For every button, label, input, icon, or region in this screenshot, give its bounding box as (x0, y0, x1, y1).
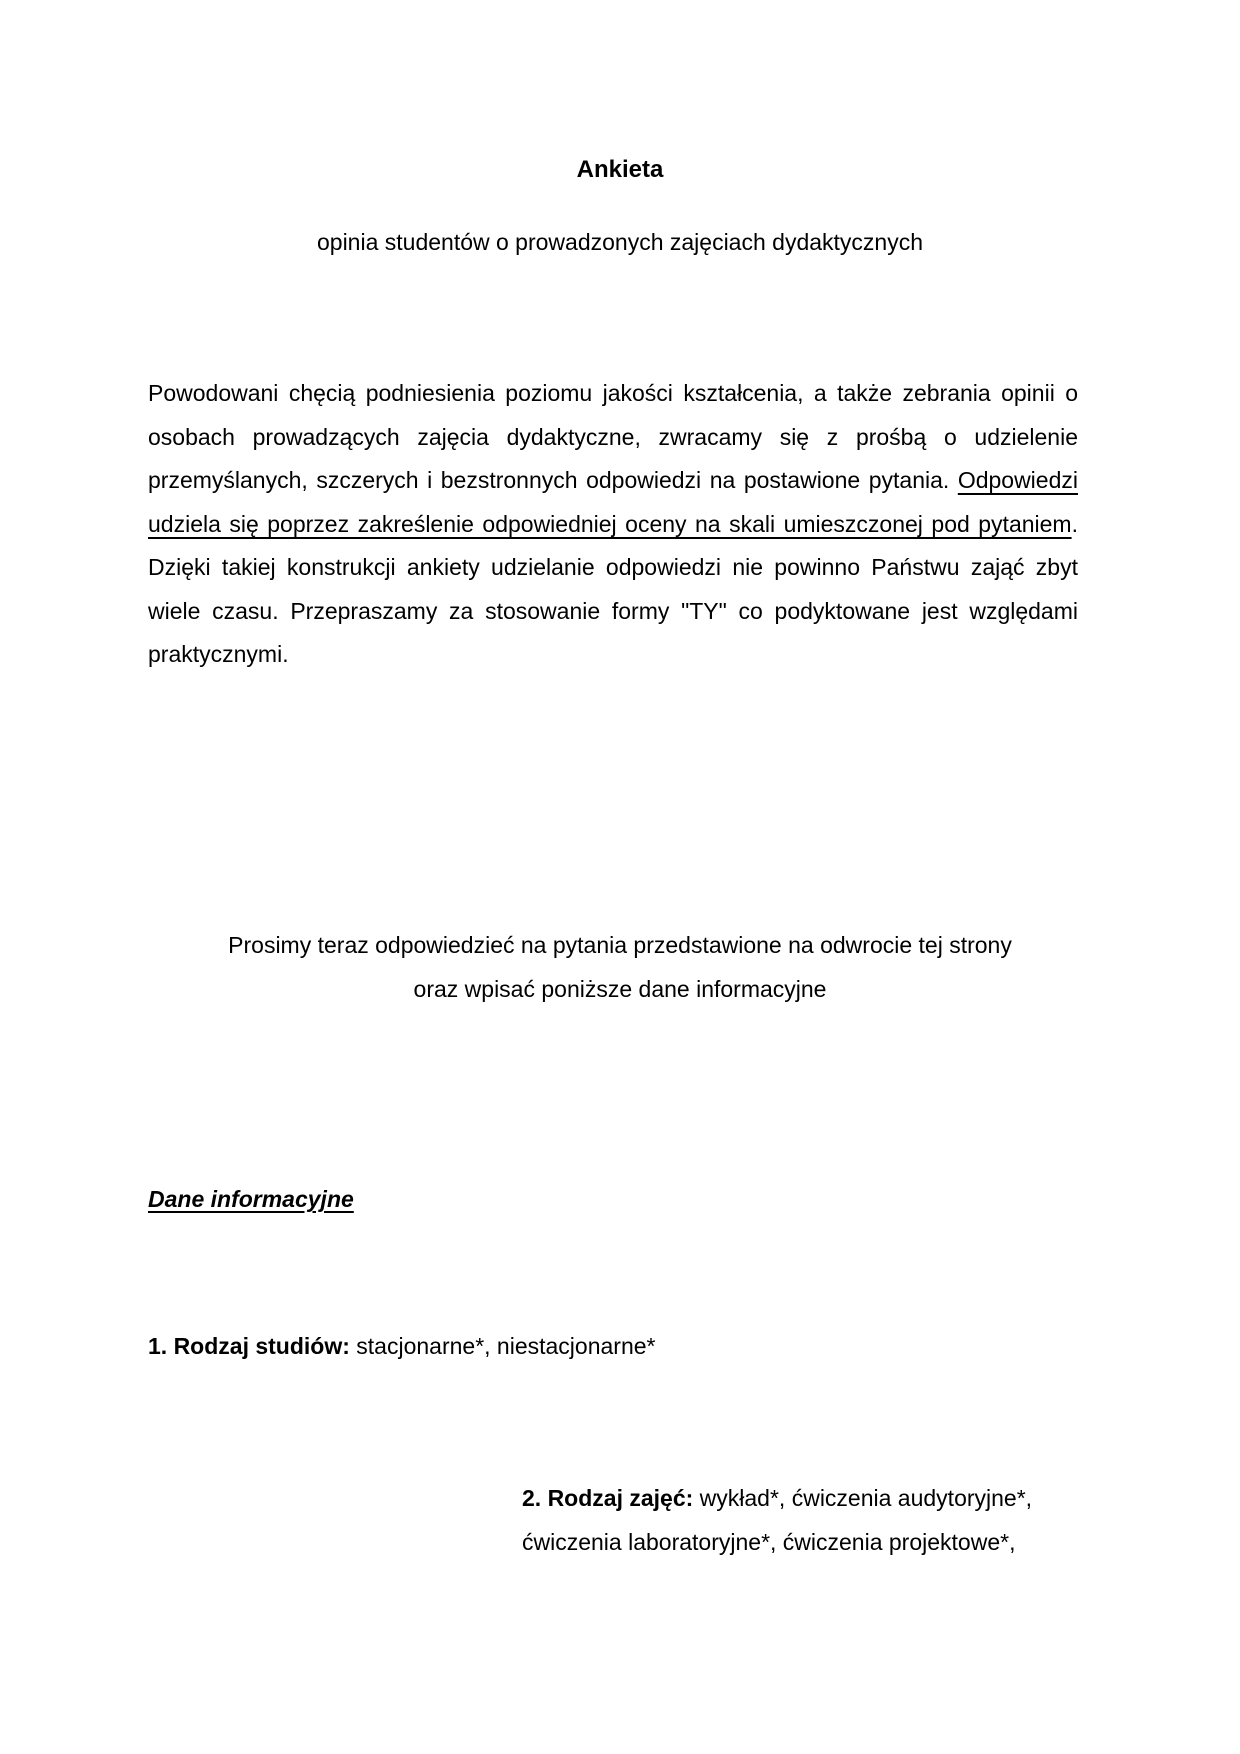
question-1-options: stacjonarne*, niestacjonarne* (349, 1333, 656, 1359)
question-2-line-1 (522, 1476, 1032, 1520)
intro-text-end: . Dzięki takiej konstrukcji ankiety udzielanie odpowiedzi nie powinno Państwu zająć zbyt wiele czasu. Przepraszamy za stosowanie formy "TY" co podyktowane jest względami praktycznymi. (148, 510, 1078, 667)
intro-text-start: Powodowani chęcią podniesienia poziomu jakości kształcenia, a także zebrania opinii o osobach prowadzących zajęcia dydaktyczne, zwracamy się z prośbą o udzielenie przemyślanych, szczerych i bezstronnych odpowiedzi na postawione pytania. (148, 380, 1078, 493)
question-2-options-2: ćwiczenia laboratoryjne*, ćwiczenia projektowe*, (522, 1529, 1016, 1555)
request-line-1: Prosimy teraz odpowiedzieć na pytania przedstawione na odwrocie tej strony (228, 932, 1012, 958)
section-heading-info: Dane informacyjne (148, 1186, 354, 1212)
intro-underlined-instruction: Odpowiedzi udziela się poprzez zakreślenie odpowiedniej oceny na skali umieszczonej pod pytaniem (148, 467, 1078, 537)
page-subtitle: opinia studentów o prowadzonych zajęciach dydaktycznych (316, 229, 924, 255)
question-2-options-1: wykład*, ćwiczenia audytoryjne*, (693, 1485, 1033, 1511)
question-class-type (522, 1476, 1032, 1564)
request-line-2: oraz wpisać poniższe dane informacyjne (413, 975, 827, 1002)
question-2-label: 2. Rodzaj zajęć: (522, 1485, 694, 1511)
question-study-type (148, 1333, 655, 1360)
page-title: Ankieta (576, 156, 664, 183)
intro-paragraph (148, 372, 1078, 677)
question-1-label: 1. Rodzaj studiów: (148, 1333, 350, 1359)
request-text (0, 924, 1240, 1011)
